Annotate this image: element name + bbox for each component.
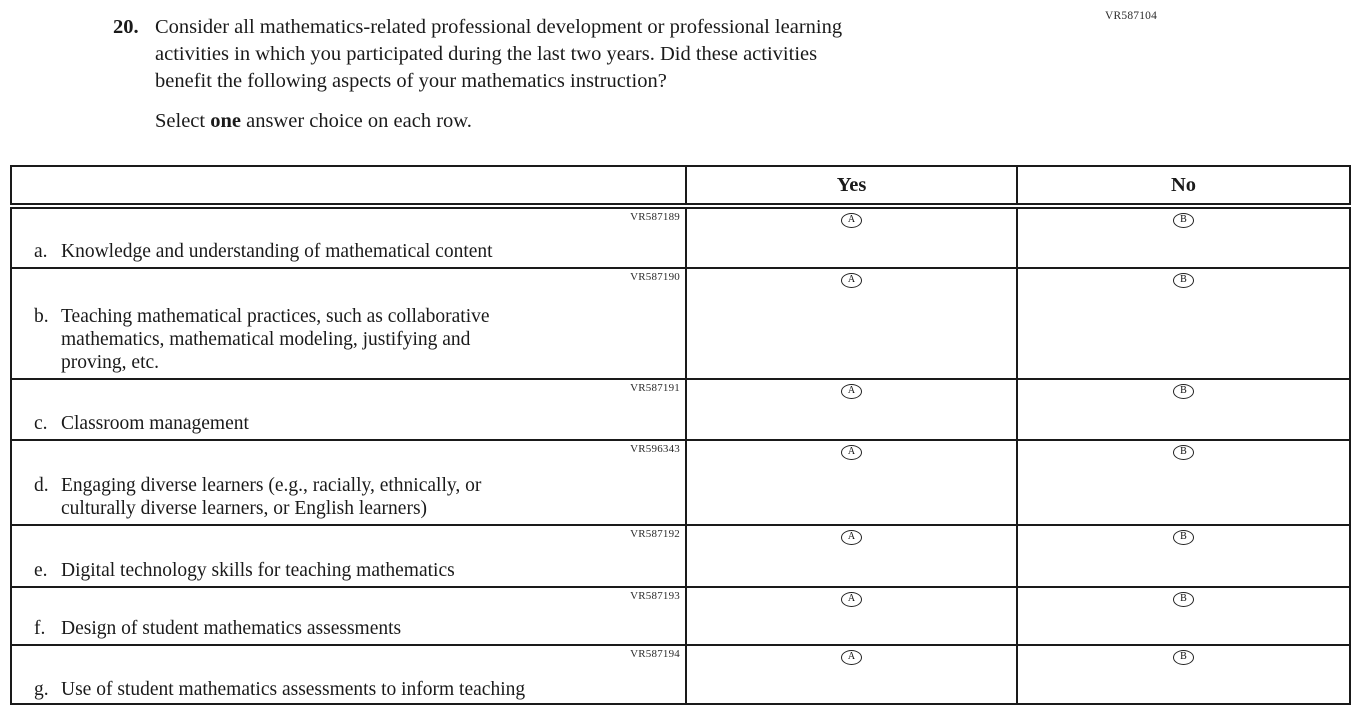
question-block bbox=[113, 14, 842, 135]
option-no-bubble[interactable]: B bbox=[1173, 530, 1194, 545]
row-item-text: c. Classroom management bbox=[34, 413, 249, 434]
option-no-bubble[interactable]: B bbox=[1173, 445, 1194, 460]
option-no-bubble[interactable]: B bbox=[1173, 213, 1194, 228]
option-no-bubble[interactable]: B bbox=[1173, 592, 1194, 607]
row-item-text: a. Knowledge and understanding of mathematical content bbox=[34, 241, 493, 262]
table-row bbox=[11, 525, 1350, 587]
table-row bbox=[11, 268, 1350, 379]
option-yes-bubble[interactable]: A bbox=[841, 650, 862, 665]
question-number: 20. bbox=[113, 16, 139, 38]
option-no-bubble[interactable]: B bbox=[1173, 650, 1194, 665]
table-row bbox=[11, 587, 1350, 645]
table-row bbox=[11, 379, 1350, 440]
question-line: Consider all mathematics-related professional development or professional learning bbox=[155, 16, 843, 38]
question-line: benefit the following aspects of your mathematics instruction? bbox=[155, 70, 667, 92]
table-row bbox=[11, 206, 1350, 268]
row-item-text: b. Teaching mathematical practices, such as collaborative mathematics, mathematical modeling, justifying and proving, etc. bbox=[34, 306, 490, 373]
question-line: activities in which you participated during the last two years. Did these activities bbox=[155, 43, 818, 65]
option-yes-bubble[interactable]: A bbox=[841, 592, 862, 607]
row-item-text: e. Digital technology skills for teaching mathematics bbox=[34, 560, 455, 581]
row-code: VR587189 bbox=[630, 211, 680, 223]
option-yes-bubble[interactable]: A bbox=[841, 445, 862, 460]
row-code: VR587191 bbox=[630, 382, 680, 394]
header-no: No bbox=[1017, 166, 1350, 206]
answer-table bbox=[10, 165, 1351, 705]
row-code: VR587194 bbox=[630, 648, 680, 660]
option-no-bubble[interactable]: B bbox=[1173, 273, 1194, 288]
form-code: VR587104 bbox=[1105, 10, 1158, 22]
row-item-text: g. Use of student mathematics assessments to inform teaching bbox=[34, 679, 526, 700]
question-instruction: Select one answer choice on each row. bbox=[155, 110, 472, 132]
row-item-text: d. Engaging diverse learners (e.g., racially, ethnically, or culturally diverse learners, or English learners) bbox=[34, 475, 482, 519]
table-header-row bbox=[11, 166, 1350, 206]
row-code: VR587192 bbox=[630, 528, 680, 540]
header-yes: Yes bbox=[686, 166, 1017, 206]
question-text bbox=[155, 14, 842, 135]
row-code: VR587190 bbox=[630, 271, 680, 283]
table-row bbox=[11, 645, 1350, 704]
option-yes-bubble[interactable]: A bbox=[841, 384, 862, 399]
option-yes-bubble[interactable]: A bbox=[841, 213, 862, 228]
row-code: VR596343 bbox=[630, 443, 680, 455]
option-yes-bubble[interactable]: A bbox=[841, 273, 862, 288]
option-no-bubble[interactable]: B bbox=[1173, 384, 1194, 399]
instruction-bold-word: one bbox=[210, 110, 241, 132]
row-item-text: f. Design of student mathematics assessments bbox=[34, 618, 402, 639]
option-yes-bubble[interactable]: A bbox=[841, 530, 862, 545]
header-empty-cell bbox=[11, 166, 686, 206]
row-code: VR587193 bbox=[630, 590, 680, 602]
table-row bbox=[11, 440, 1350, 525]
